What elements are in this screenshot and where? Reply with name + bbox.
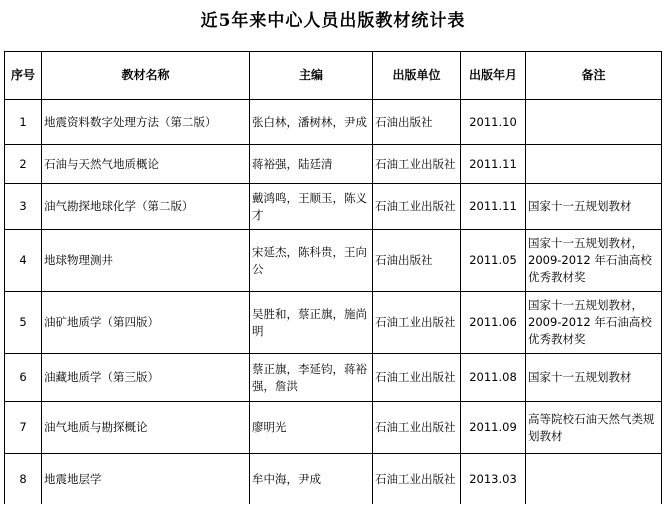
cell-name: 石油与天然气地质概论	[42, 145, 250, 184]
cell-seq: 2	[5, 145, 42, 184]
cell-date: 2011.08	[461, 354, 526, 402]
cell-seq: 7	[5, 402, 42, 454]
cell-note: 高等院校石油天然气类规划教材	[526, 402, 662, 454]
cell-editor: 蒋裕强，陆廷清	[250, 145, 373, 184]
table-row	[5, 145, 662, 184]
table-row	[5, 184, 662, 230]
cell-date: 2011.09	[461, 402, 526, 454]
cell-seq: 5	[5, 292, 42, 354]
header-date: 出版年月	[461, 52, 526, 100]
cell-date: 2013.03	[461, 454, 526, 505]
cell-note	[526, 454, 662, 505]
header-publisher: 出版单位	[373, 52, 461, 100]
page-title: 近5年来中心人员出版教材统计表	[200, 11, 466, 31]
header-seq: 序号	[5, 52, 42, 100]
cell-note: 国家十一五规划教材，2009-2012 年石油高校优秀教材奖	[526, 292, 662, 354]
cell-date: 2011.06	[461, 292, 526, 354]
cell-seq: 3	[5, 184, 42, 230]
cell-name: 地震资料数字处理方法（第二版）	[42, 100, 250, 145]
table-row	[5, 402, 662, 454]
cell-editor: 张白林，潘树林，尹成	[250, 100, 373, 145]
cell-publisher: 石油工业出版社	[373, 402, 461, 454]
cell-editor: 牟中海，尹成	[250, 454, 373, 505]
cell-editor: 宋延杰，陈科贵，王向公	[250, 230, 373, 292]
cell-editor: 吴胜和，蔡正旗，施尚明	[250, 292, 373, 354]
cell-editor: 廖明光	[250, 402, 373, 454]
cell-note: 国家十一五规划教材	[526, 184, 662, 230]
cell-note: 国家十一五规划教材	[526, 354, 662, 402]
table-row	[5, 454, 662, 505]
cell-date: 2011.05	[461, 230, 526, 292]
header-name: 教材名称	[42, 52, 250, 100]
cell-publisher: 石油工业出版社	[373, 184, 461, 230]
cell-seq: 8	[5, 454, 42, 505]
cell-date: 2011.10	[461, 100, 526, 145]
cell-name: 油藏地质学（第三版）	[42, 354, 250, 402]
cell-publisher: 石油工业出版社	[373, 292, 461, 354]
table-row	[5, 230, 662, 292]
cell-publisher: 石油工业出版社	[373, 145, 461, 184]
header-note: 备注	[526, 52, 662, 100]
cell-editor: 蔡正旗，李延钧，蒋裕强，詹洪	[250, 354, 373, 402]
cell-seq: 4	[5, 230, 42, 292]
cell-seq: 6	[5, 354, 42, 402]
cell-name: 地震地层学	[42, 454, 250, 505]
table-row	[5, 354, 662, 402]
cell-date: 2011.11	[461, 184, 526, 230]
cell-seq: 1	[5, 100, 42, 145]
header-editor: 主编	[250, 52, 373, 100]
header-row	[5, 52, 662, 100]
cell-note	[526, 145, 662, 184]
cell-publisher: 石油工业出版社	[373, 454, 461, 505]
cell-publisher: 石油出版社	[373, 100, 461, 145]
cell-date: 2011.11	[461, 145, 526, 184]
cell-publisher: 石油工业出版社	[373, 354, 461, 402]
cell-publisher: 石油出版社	[373, 230, 461, 292]
cell-name: 油气地质与勘探概论	[42, 402, 250, 454]
cell-note: 国家十一五规划教材，2009-2012 年石油高校优秀教材奖	[526, 230, 662, 292]
cell-editor: 戴鸿鸣，王顺玉，陈义才	[250, 184, 373, 230]
cell-name: 油气勘探地球化学（第二版）	[42, 184, 250, 230]
cell-name: 油矿地质学（第四版）	[42, 292, 250, 354]
table-row	[5, 292, 662, 354]
textbook-statistics-table	[4, 51, 662, 504]
table-row	[5, 100, 662, 145]
cell-note	[526, 100, 662, 145]
cell-name: 地球物理测井	[42, 230, 250, 292]
